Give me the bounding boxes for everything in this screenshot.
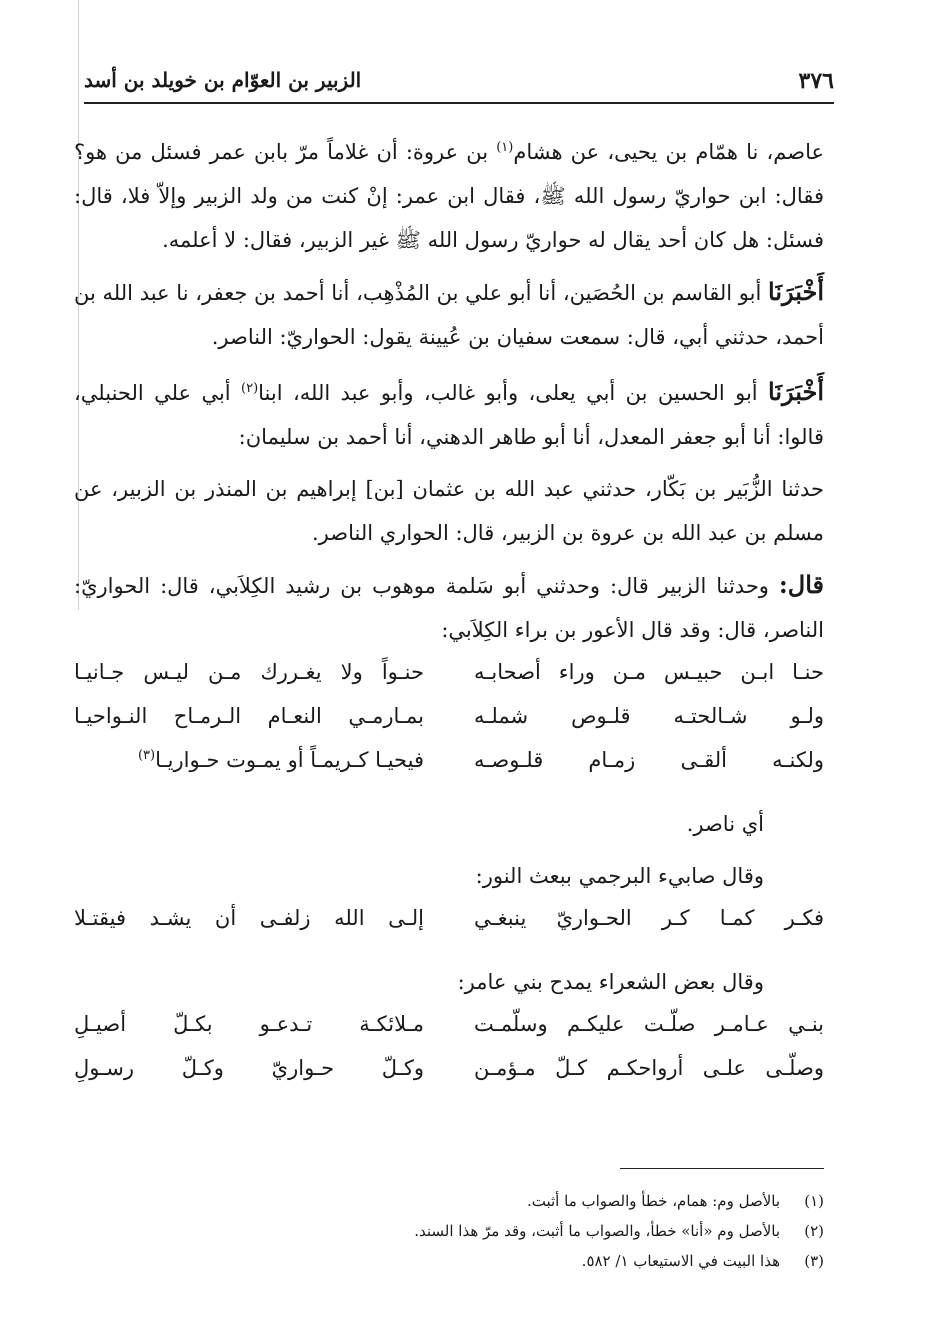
verse-second-hemistich: حنـواً ولا يغـررك مـن ليـس جـانيـا	[74, 660, 424, 684]
paragraph-5-lead: قال:	[778, 570, 824, 599]
paragraph-1-text-a: عاصم، نا همّام بن يحيى، عن هشام	[513, 140, 824, 164]
verse-second-hemistich: مـلائكـة تـدعـو بكـلّ أصيـلِ	[74, 1012, 424, 1036]
paragraph-2-lead: أَخْبَرَنَا	[768, 277, 824, 306]
running-title: الزبير بن العوّام بن خويلد بن أسد	[84, 68, 362, 92]
poem-2-intro: وقال صابيء البرجمي ببعث النور:	[475, 864, 764, 888]
verse-second-hemistich: وكـلّ حـواريّ وكـلّ رسـولِ	[74, 1056, 424, 1080]
paragraph-3-text-a: أبو الحسين بن أبي يعلى، وأبو غالب، وأبو عبد الله، ابنا	[258, 381, 769, 405]
footnote-text: بالأصل وم: همام، خطأ والصواب ما أثبت.	[526, 1192, 780, 1210]
verse-second-hemistich	[74, 748, 424, 772]
poem-2	[74, 906, 824, 950]
paragraph-1-text-b: بن عروة: أن غلاماً مرّ بابن عمر فسئل من هو؟ فقال: ابن حواريّ رسول الله ﷺ، فقال ابن عمر: إنْ كنت من ولد الزبير وإلاّ فلا، قال: فسئل: هل كان أحد يقال له حواريّ رسول الله ﷺ غير الزبير، فقال: لا أعلمه.	[74, 140, 824, 252]
footnote-ref-1: (١)	[496, 140, 514, 155]
verse-first-hemistich: ولكنـه ألقـى زمـام قلـوصـه	[474, 748, 824, 772]
poem-3-intro: وقال بعض الشعراء يمدح بني عامر:	[457, 970, 764, 994]
gloss-line: أي ناصر.	[686, 812, 764, 836]
footnote-number: (٢)	[804, 1222, 824, 1240]
verse-second-hemistich: بمـارمـي النعـام الـرمـاح النـواحيـا	[74, 704, 424, 728]
footnote-text: بالأصل وم «أنا» خطأ، والصواب ما أثبت، وقد مرّ هذا السند.	[414, 1222, 780, 1240]
verse-first-hemistich: حنـا ابـن حبيـس مـن وراء أصحابـه	[474, 660, 824, 684]
footnote-number: (١)	[804, 1192, 824, 1210]
footnote-number: (٣)	[804, 1252, 824, 1270]
paragraph-2-text: أبو القاسم بن الحُصَين، أنا أبو علي بن المُذْهِب، أنا أحمد بن جعفر، نا عبد الله بن أحمد، حدثني أبي، قال: سمعت سفيان بن عُيينة يقول: الحواريّ: الناصر.	[74, 281, 824, 349]
paragraph-3	[74, 367, 824, 459]
footnote	[74, 1186, 824, 1216]
verse-first-hemistich: بنـي عـامـر صلّـت عليكـم وسلّمـت	[474, 1012, 824, 1036]
footnote-rule	[620, 1168, 824, 1169]
paragraph-3-lead: أَخْبَرَنَا	[768, 377, 824, 406]
header-rule	[84, 102, 834, 104]
verse-line	[74, 906, 824, 950]
verse-line	[74, 748, 824, 792]
verse-line	[74, 1056, 824, 1100]
verse-line	[74, 660, 824, 704]
verse-first-hemistich: ولـو شـالحتـه قلـوص شملـه	[474, 704, 824, 728]
verse-second-hemistich: إلـى الله زلفـى أن يشـد فيقتـلا	[74, 906, 424, 930]
footnote-ref-2: (٢)	[241, 381, 259, 396]
paragraph-1	[74, 126, 824, 262]
paragraph-2	[74, 270, 824, 359]
paragraph-5-text: وحدثنا الزبير قال: وحدثني أبو سَلمة موهوب بن رشيد الكِلاَبي، قال: الحواريّ: الناصر، قال: وقد قال الأعور بن براء الكِلاَبي:	[74, 574, 824, 642]
footnote	[74, 1216, 824, 1246]
page-header	[84, 66, 834, 106]
paragraph-4	[74, 467, 824, 555]
paragraph-3-text-b: أبي علي الحنبلي، قالوا: أنا أبو جعفر المعدل، أنا أبو طاهر الدهني، أنا أحمد بن سليمان:	[74, 381, 824, 449]
verse-second-hemistich-text: فيحيـا كـريمـاً أو يمـوت حـواريـا	[155, 748, 424, 772]
page-number: ٣٧٦	[798, 68, 834, 94]
footnote-text: هذا البيت في الاستيعاب ١/ ٥٨٢.	[581, 1252, 780, 1270]
footnote-ref-3: (٣)	[137, 748, 156, 763]
footnotes	[74, 1186, 824, 1276]
main-text	[74, 126, 824, 1110]
verse-first-hemistich: فكـر كمـا كـر الحـواريّ ينبغـي	[474, 906, 824, 930]
paragraph-4-text: حدثنا الزُّبَير بن بَكّار، حدثني عبد الله بن عثمان [بن] إبراهيم بن المنذر بن الزبير، عن مسلم بن عبد الله بن عروة بن الزبير، قال: الحواري الناصر.	[74, 477, 824, 545]
verse-line	[74, 704, 824, 748]
footnote	[74, 1246, 824, 1276]
verse-line	[74, 1012, 824, 1056]
paragraph-5	[74, 563, 824, 652]
poem-1	[74, 660, 824, 792]
verse-first-hemistich: وصلّـى علـى أرواحكـم كـلّ مـؤمـن	[474, 1056, 824, 1080]
poem-3	[74, 1012, 824, 1100]
